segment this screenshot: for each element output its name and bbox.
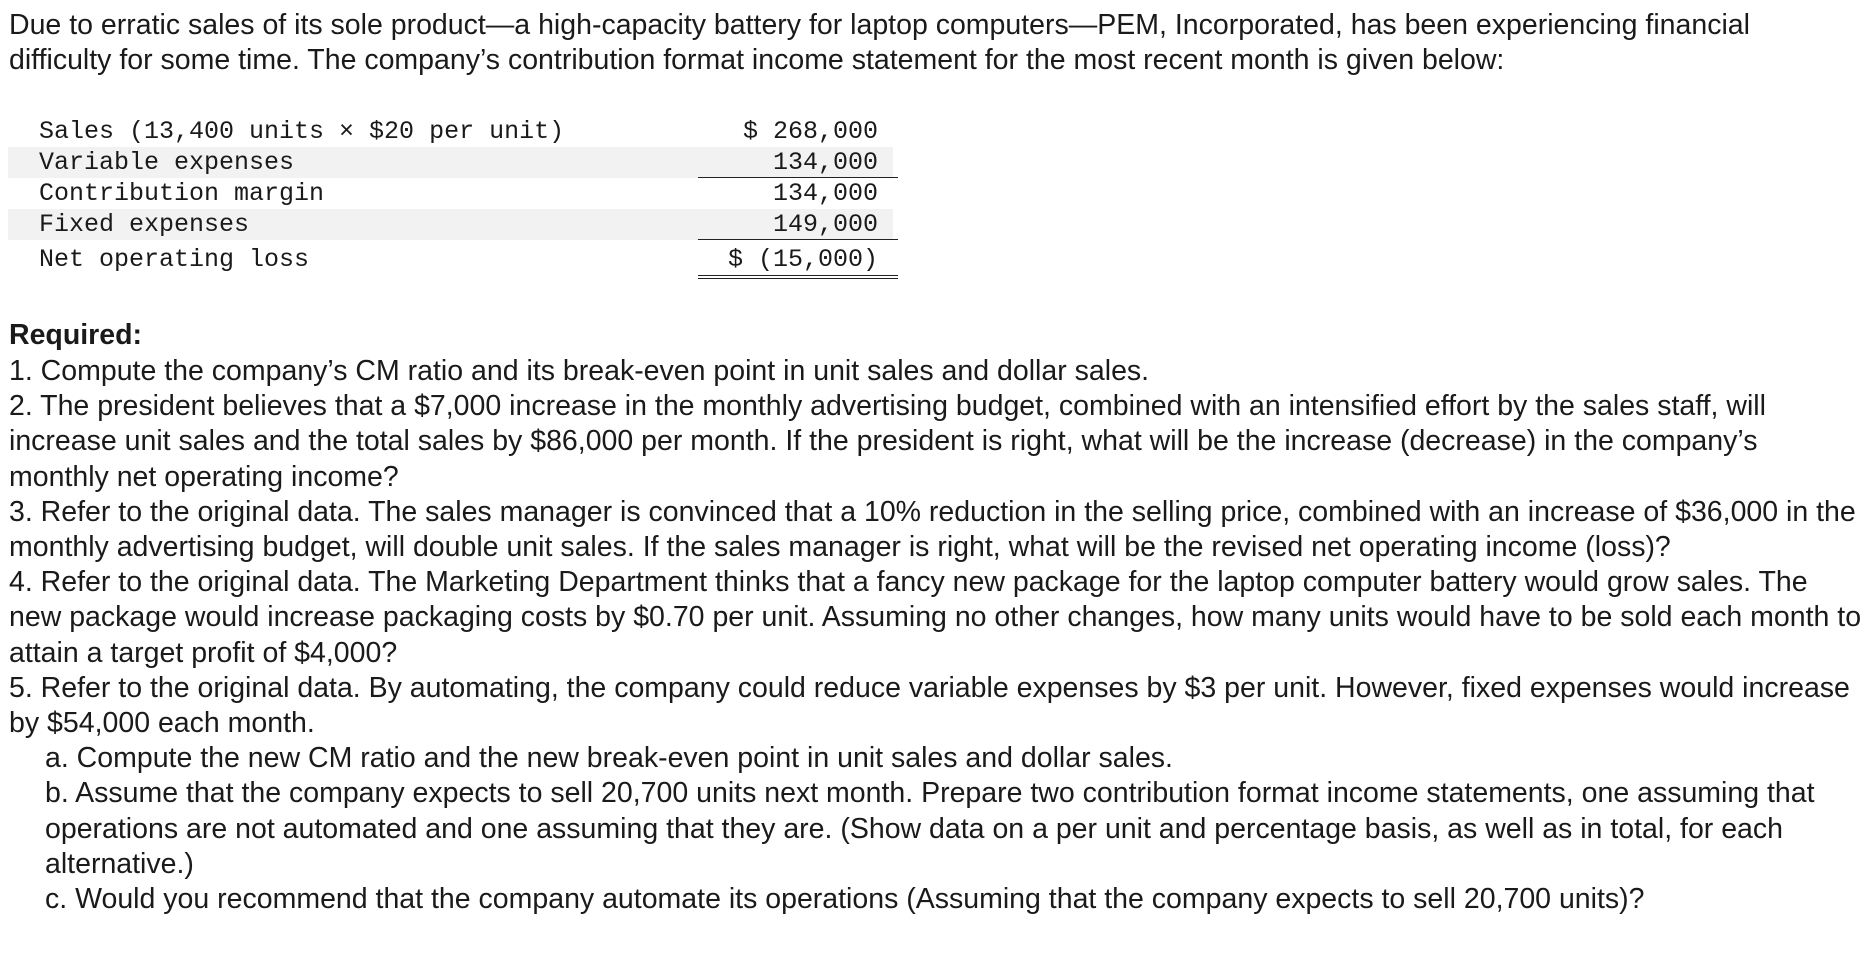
question-1: 1. Compute the company’s CM ratio and its break-even point in unit sales and dollar sales.: [9, 355, 1150, 387]
row-label: Net operating loss: [39, 245, 310, 274]
statement-row-fixed-expenses: [8, 209, 893, 240]
income-statement: [8, 116, 893, 279]
row-label: Fixed expenses: [39, 210, 250, 239]
statement-row-contribution-margin: [8, 178, 893, 209]
required-questions: [9, 354, 1864, 917]
row-amount: $ 268,000: [742, 117, 878, 146]
question-5a: a. Compute the new CM ratio and the new break-even point in unit sales and dollar sales.: [45, 742, 1173, 775]
row-amount: 134,000: [698, 147, 898, 178]
question-5b: b. Assume that the company expects to sell 20,700 units next month. Prepare two contribution format income statements, one assuming that operations are not automated and one assuming that they are. (Show data on a per unit and percentage basis, as well as in total, for each alternative.): [45, 777, 1815, 880]
row-amount: $ (15,000): [698, 240, 898, 279]
question-5c: c. Would you recommend that the company automate its operations (Assuming that the company expects to sell 20,700 units)?: [45, 883, 1645, 916]
statement-row-variable-expenses: [8, 147, 893, 178]
statement-row-net-operating-loss: [8, 240, 893, 279]
row-label: Contribution margin: [39, 179, 325, 208]
row-amount: 134,000: [772, 179, 878, 208]
row-amount: 149,000: [698, 209, 898, 240]
question-4: 4. Refer to the original data. The Marketing Department thinks that a fancy new package for the laptop computer battery would grow sales. The new package would increase packaging costs by $0.70 per unit. Assuming no other changes, how many units would have to be sold each month to attain a target profit of $4,000?: [9, 566, 1862, 669]
question-5: 5. Refer to the original data. By automating, the company could reduce variable expenses by $3 per unit. However, fixed expenses would increase by $54,000 each month.: [9, 671, 1850, 740]
row-label: Variable expenses: [39, 148, 295, 177]
required-heading: Required:: [9, 319, 143, 351]
statement-row-sales: [8, 116, 893, 147]
question-3: 3. Refer to the original data. The sales manager is convinced that a 10% reduction in the selling price, combined with an increase of $36,000 in the monthly advertising budget, will double unit sales. If the sales manager is right, what will be the revised net operating income (loss)?: [9, 495, 1856, 564]
intro-paragraph: Due to erratic sales of its sole product—a high-capacity battery for laptop computers—PEM, Incorporated, has been experiencing financial difficulty for some time. The company’s contribution format income statement for the most recent month is given below:: [9, 9, 1750, 76]
row-label: Sales (13,400 units × $20 per unit): [39, 117, 565, 146]
question-2: 2. The president believes that a $7,000 increase in the monthly advertising budget, combined with an intensified effort by the sales staff, will increase unit sales and the total sales by $86,000 per month. If the president is right, what will be the increase (decrease) in the company’s monthly net operating income?: [9, 390, 1766, 493]
